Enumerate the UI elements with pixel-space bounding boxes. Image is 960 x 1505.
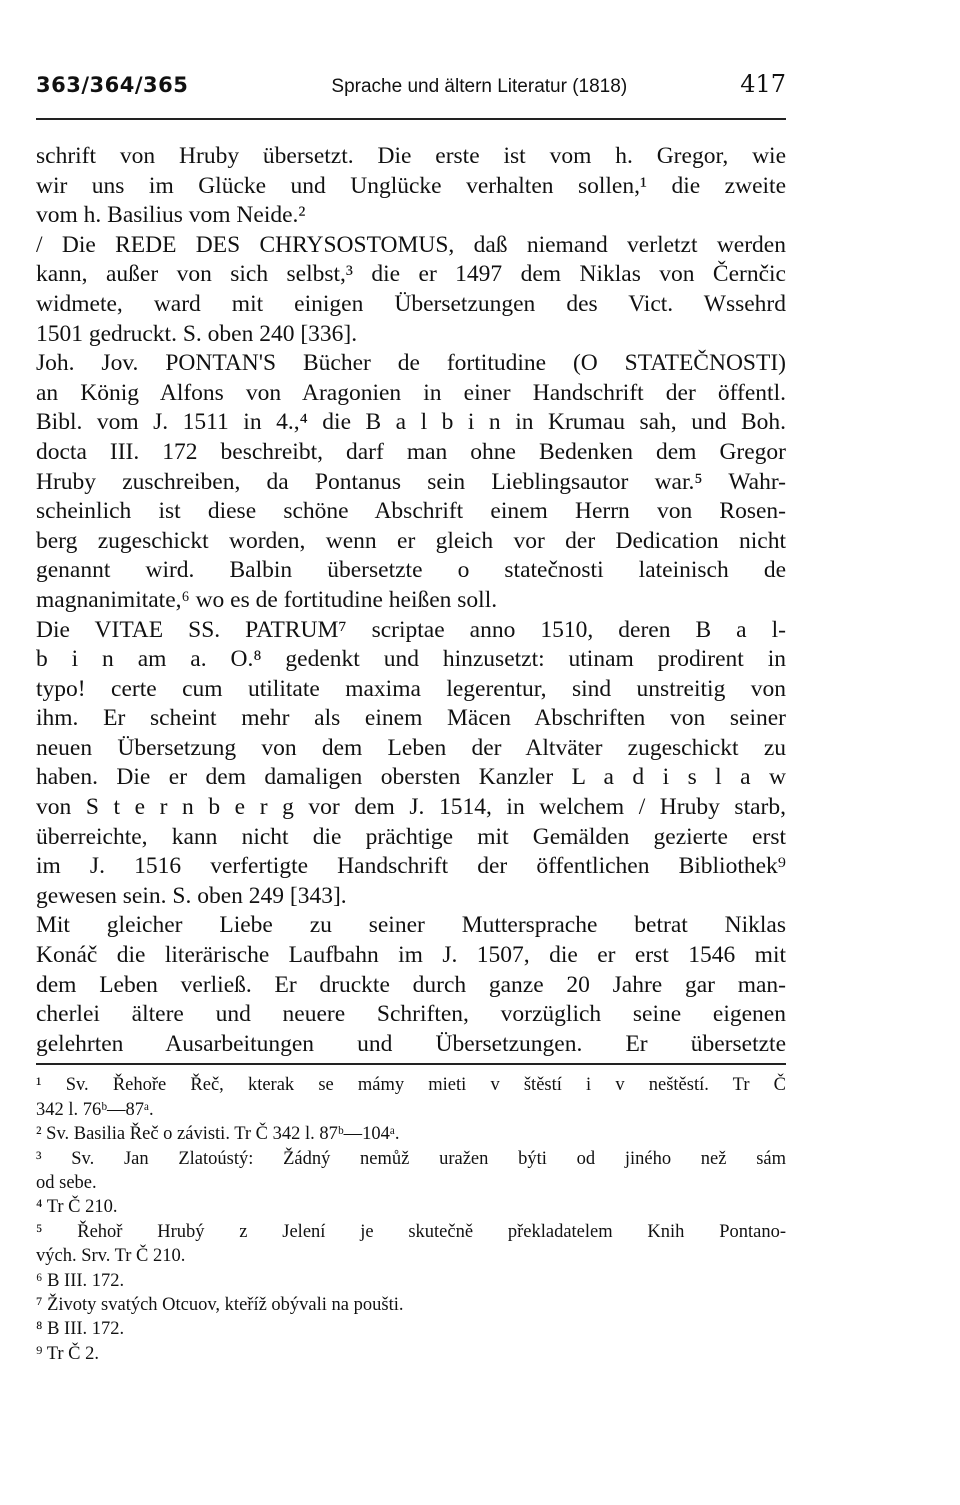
text-line: typo! certe cum utilitate maxima legerentur, sind unstreitig von xyxy=(36,675,786,702)
footnote-line: ³ Sv. Jan Zlatoústý: Žádný nemůž uražen býti od jiného než sám xyxy=(36,1148,786,1169)
footnote-line: ⁵ Řehoř Hrubý z Jelení je skutečně překladatelem Knih Pontano- xyxy=(36,1221,786,1242)
footnote-line: ⁶ B III. 172. xyxy=(36,1270,125,1291)
footnote-line: ² Sv. Basilia Řeč o závisti. Tr Č 342 l. 87ᵇ—104ᵃ. xyxy=(36,1124,400,1145)
text-line: Hruby zuschreiben, da Pontanus sein Lieblingsautor war.⁵ Wahr- xyxy=(36,468,786,495)
footnote-line: ⁹ Tr Č 2. xyxy=(36,1343,100,1364)
text-line: im J. 1516 verfertigte Handschrift der öffentlichen Bibliothek⁹ xyxy=(36,853,786,880)
footnote-line: ⁸ B III. 172. xyxy=(36,1319,125,1340)
book-page xyxy=(36,70,786,1366)
text-line: gewesen sein. S. oben 249 [343]. xyxy=(36,882,347,909)
text-line: Konáč die literärische Laufbahn im J. 1507, die er erst 1546 mit xyxy=(36,942,786,969)
main-text xyxy=(36,142,786,1059)
text-line: vom h. Basilius vom Neide.² xyxy=(36,202,306,229)
text-line: neuen Übersetzung von dem Leben der Altväter zugeschickt zu xyxy=(36,734,786,761)
text-line: Die VITAE SS. PATRUM⁷ scriptae anno 1510, deren B a l- xyxy=(36,616,786,643)
text-line: überreichte, kann nicht die prächtige mit Gemälden gezierte erst xyxy=(36,823,786,850)
text-line: haben. Die er dem damaligen obersten Kanzler L a d i s l a w xyxy=(36,764,786,791)
text-line: von S t e r n b e r g vor dem J. 1514, in welchem / Hruby starb, xyxy=(36,794,786,821)
text-line: b i n am a. O.⁸ gedenkt und hinzusetzt: utinam prodirent in xyxy=(36,646,786,673)
footnote-line: od sebe. xyxy=(36,1172,97,1193)
text-line: scheinlich ist diese schöne Abschrift einem Herrn von Rosen- xyxy=(36,498,786,525)
text-line: docta III. 172 beschreibt, darf man ohne Bedenken dem Gregor xyxy=(36,438,786,465)
text-line: kann, außer von sich selbst,³ die er 1497 dem Niklas von Černčic xyxy=(36,261,786,288)
text-line: genannt wird. Balbin übersetzte o statečnosti lateinisch de xyxy=(36,557,786,584)
text-line: magnanimitate,⁶ wo es de fortitudine heißen soll. xyxy=(36,586,498,613)
text-line: berg zugeschickt worden, wenn er gleich vor der Dedication nicht xyxy=(36,527,786,554)
text-line: schrift von Hruby übersetzt. Die erste ist vom h. Gregor, wie xyxy=(36,143,786,169)
text-line: / Die REDE DES CHRYSOSTOMUS, daß niemand verletzt werden xyxy=(36,231,786,258)
text-line: Bibl. vom J. 1511 in 4.,⁴ die B a l b i n in Krumau sah, und Boh. xyxy=(36,409,786,436)
text-line: 1501 gedruckt. S. oben 240 [336]. xyxy=(36,320,358,347)
text-line: cherlei ältere und neuere Schriften, vorzüglich seine eigenen xyxy=(36,1001,786,1028)
section-numbers: 363/364/365 xyxy=(36,73,189,97)
text-line: ihm. Er scheint mehr als einem Mäcen Abschriften von seiner xyxy=(36,705,786,732)
footnotes xyxy=(36,1073,786,1366)
footnote-line: ¹ Sv. Řehoře Řeč, kterak se mámy mieti v štěstí i v neštěstí. Tr Č xyxy=(36,1075,786,1096)
footnote-line: ⁴ Tr Č 210. xyxy=(36,1197,118,1218)
footnote-line: vých. Srv. Tr Č 210. xyxy=(36,1246,186,1267)
text-line: Mit gleicher Liebe zu seiner Muttersprache betrat Niklas xyxy=(36,912,786,939)
footnote-line: 342 l. 76ᵇ—87ᵃ. xyxy=(36,1099,154,1120)
text-line: an König Alfons von Aragonien in einer Handschrift der öffentl. xyxy=(36,379,786,406)
text-line: widmete, ward mit einigen Übersetzungen des Vict. Wssehrd xyxy=(36,290,786,317)
running-header xyxy=(36,70,786,120)
footnote-line: ⁷ Životy svatých Otcuov, kteříž obývali na poušti. xyxy=(36,1294,404,1315)
text-line: dem Leben verließ. Er druckte durch ganze 20 Jahre gar man- xyxy=(36,971,786,998)
footnote-divider xyxy=(36,1063,786,1065)
running-title: Sprache und ältern Literatur (1818) xyxy=(331,76,628,97)
page-number: 417 xyxy=(740,70,786,98)
text-line: Joh. Jov. PONTAN'S Bücher de fortitudine (O STATEČNOSTI) xyxy=(36,350,786,377)
text-line: gelehrten Ausarbeitungen und Übersetzungen. Er übersetzte xyxy=(36,1030,786,1057)
text-line: wir uns im Glücke und Unglücke verhalten sollen,¹ die zweite xyxy=(36,172,786,199)
